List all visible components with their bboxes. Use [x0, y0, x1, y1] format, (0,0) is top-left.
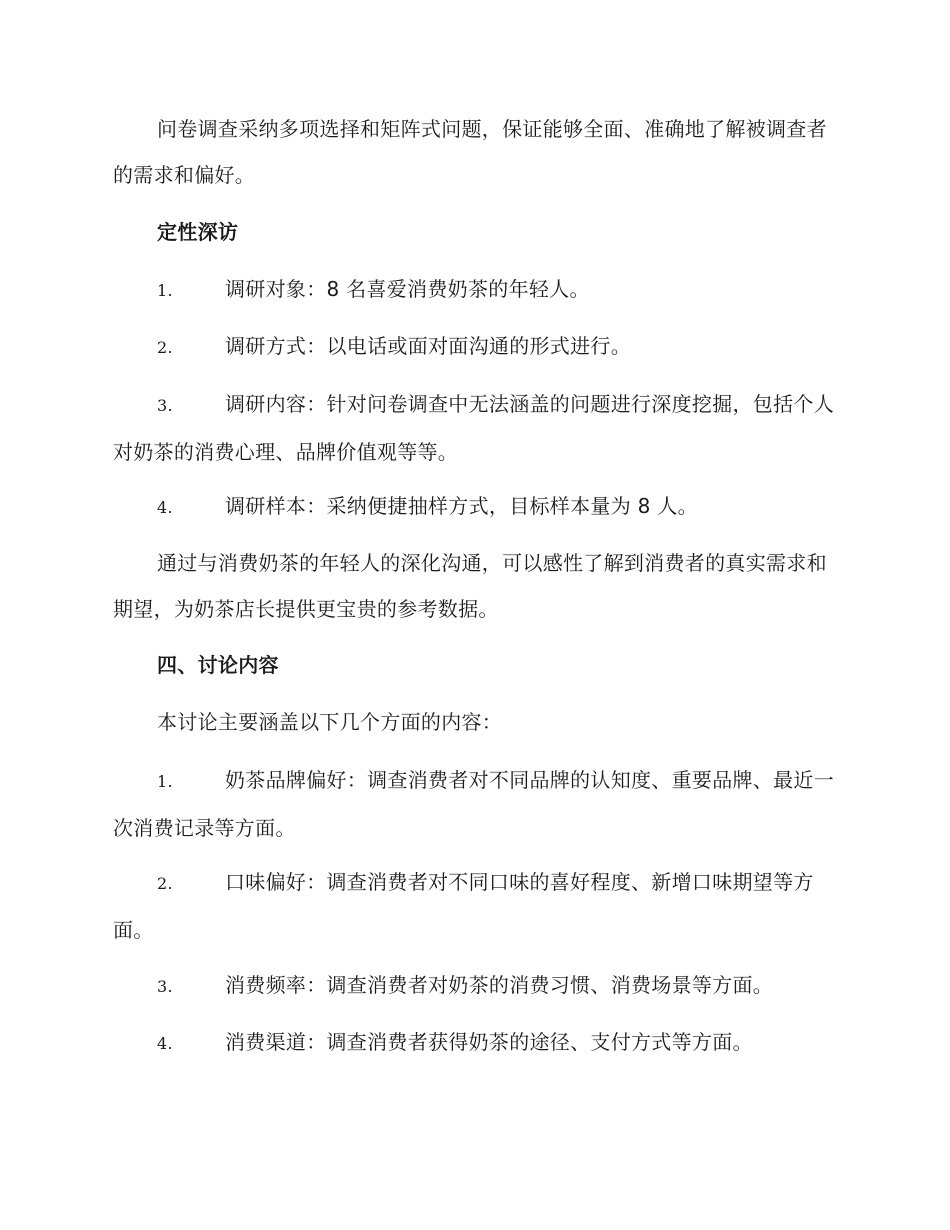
list-text: 消费频率：调查消费者对奶茶的消费习惯、消费场景等方面。 — [225, 973, 774, 997]
list-item — [113, 1019, 835, 1067]
heading-qualitative-interview: 定性深访 — [157, 220, 239, 244]
list-number: 2. — [157, 874, 173, 893]
list-text: 调研方式：以电话或面对面沟通的形式进行。 — [225, 334, 631, 358]
list-number: 4. — [157, 1034, 173, 1053]
paragraph-intro: 本讨论主要涵盖以下几个方面的内容： — [157, 710, 503, 734]
list-item — [113, 962, 835, 1010]
heading-discussion-content: 四、讨论内容 — [157, 653, 279, 677]
list-item — [113, 757, 835, 851]
paragraph-questionnaire: 问卷调查采纳多项选择和矩阵式问题，保证能够全面、准确地了解被调查者的需求和偏好。 — [113, 117, 827, 187]
list-item — [113, 381, 835, 475]
list-text: 口味偏好：调查消费者对不同口味的喜好程度、新增口味期望等方面。 — [113, 870, 814, 942]
list-text: 调研内容：针对问卷调查中无法涵盖的问题进行深度挖掘，包括个人对奶茶的消费心理、品牌价值观等等。 — [113, 392, 834, 464]
list-number: 3. — [157, 396, 173, 415]
list-item — [113, 483, 835, 531]
list-text: 消费渠道：调查消费者获得奶茶的途径、支付方式等方面。 — [225, 1030, 753, 1054]
list-text: 调研对象：8 名喜爱消费奶茶的年轻人。 — [225, 277, 590, 301]
list-number: 2. — [157, 338, 173, 357]
list-item — [113, 323, 835, 371]
list-text: 奶茶品牌偏好：调查消费者对不同品牌的认知度、重要品牌、最近一次消费记录等方面。 — [113, 768, 834, 840]
list-item — [113, 266, 835, 314]
list-item — [113, 859, 835, 953]
paragraph-summary: 通过与消费奶茶的年轻人的深化沟通，可以感性了解到消费者的真实需求和期望，为奶茶店长提供更宝贵的参考数据。 — [113, 551, 827, 621]
list-number: 3. — [157, 977, 173, 996]
list-number: 4. — [157, 498, 173, 517]
list-number: 1. — [157, 772, 173, 791]
list-number: 1. — [157, 281, 173, 300]
list-text: 调研样本：采纳便捷抽样方式，目标样本量为 8 人。 — [225, 494, 698, 518]
